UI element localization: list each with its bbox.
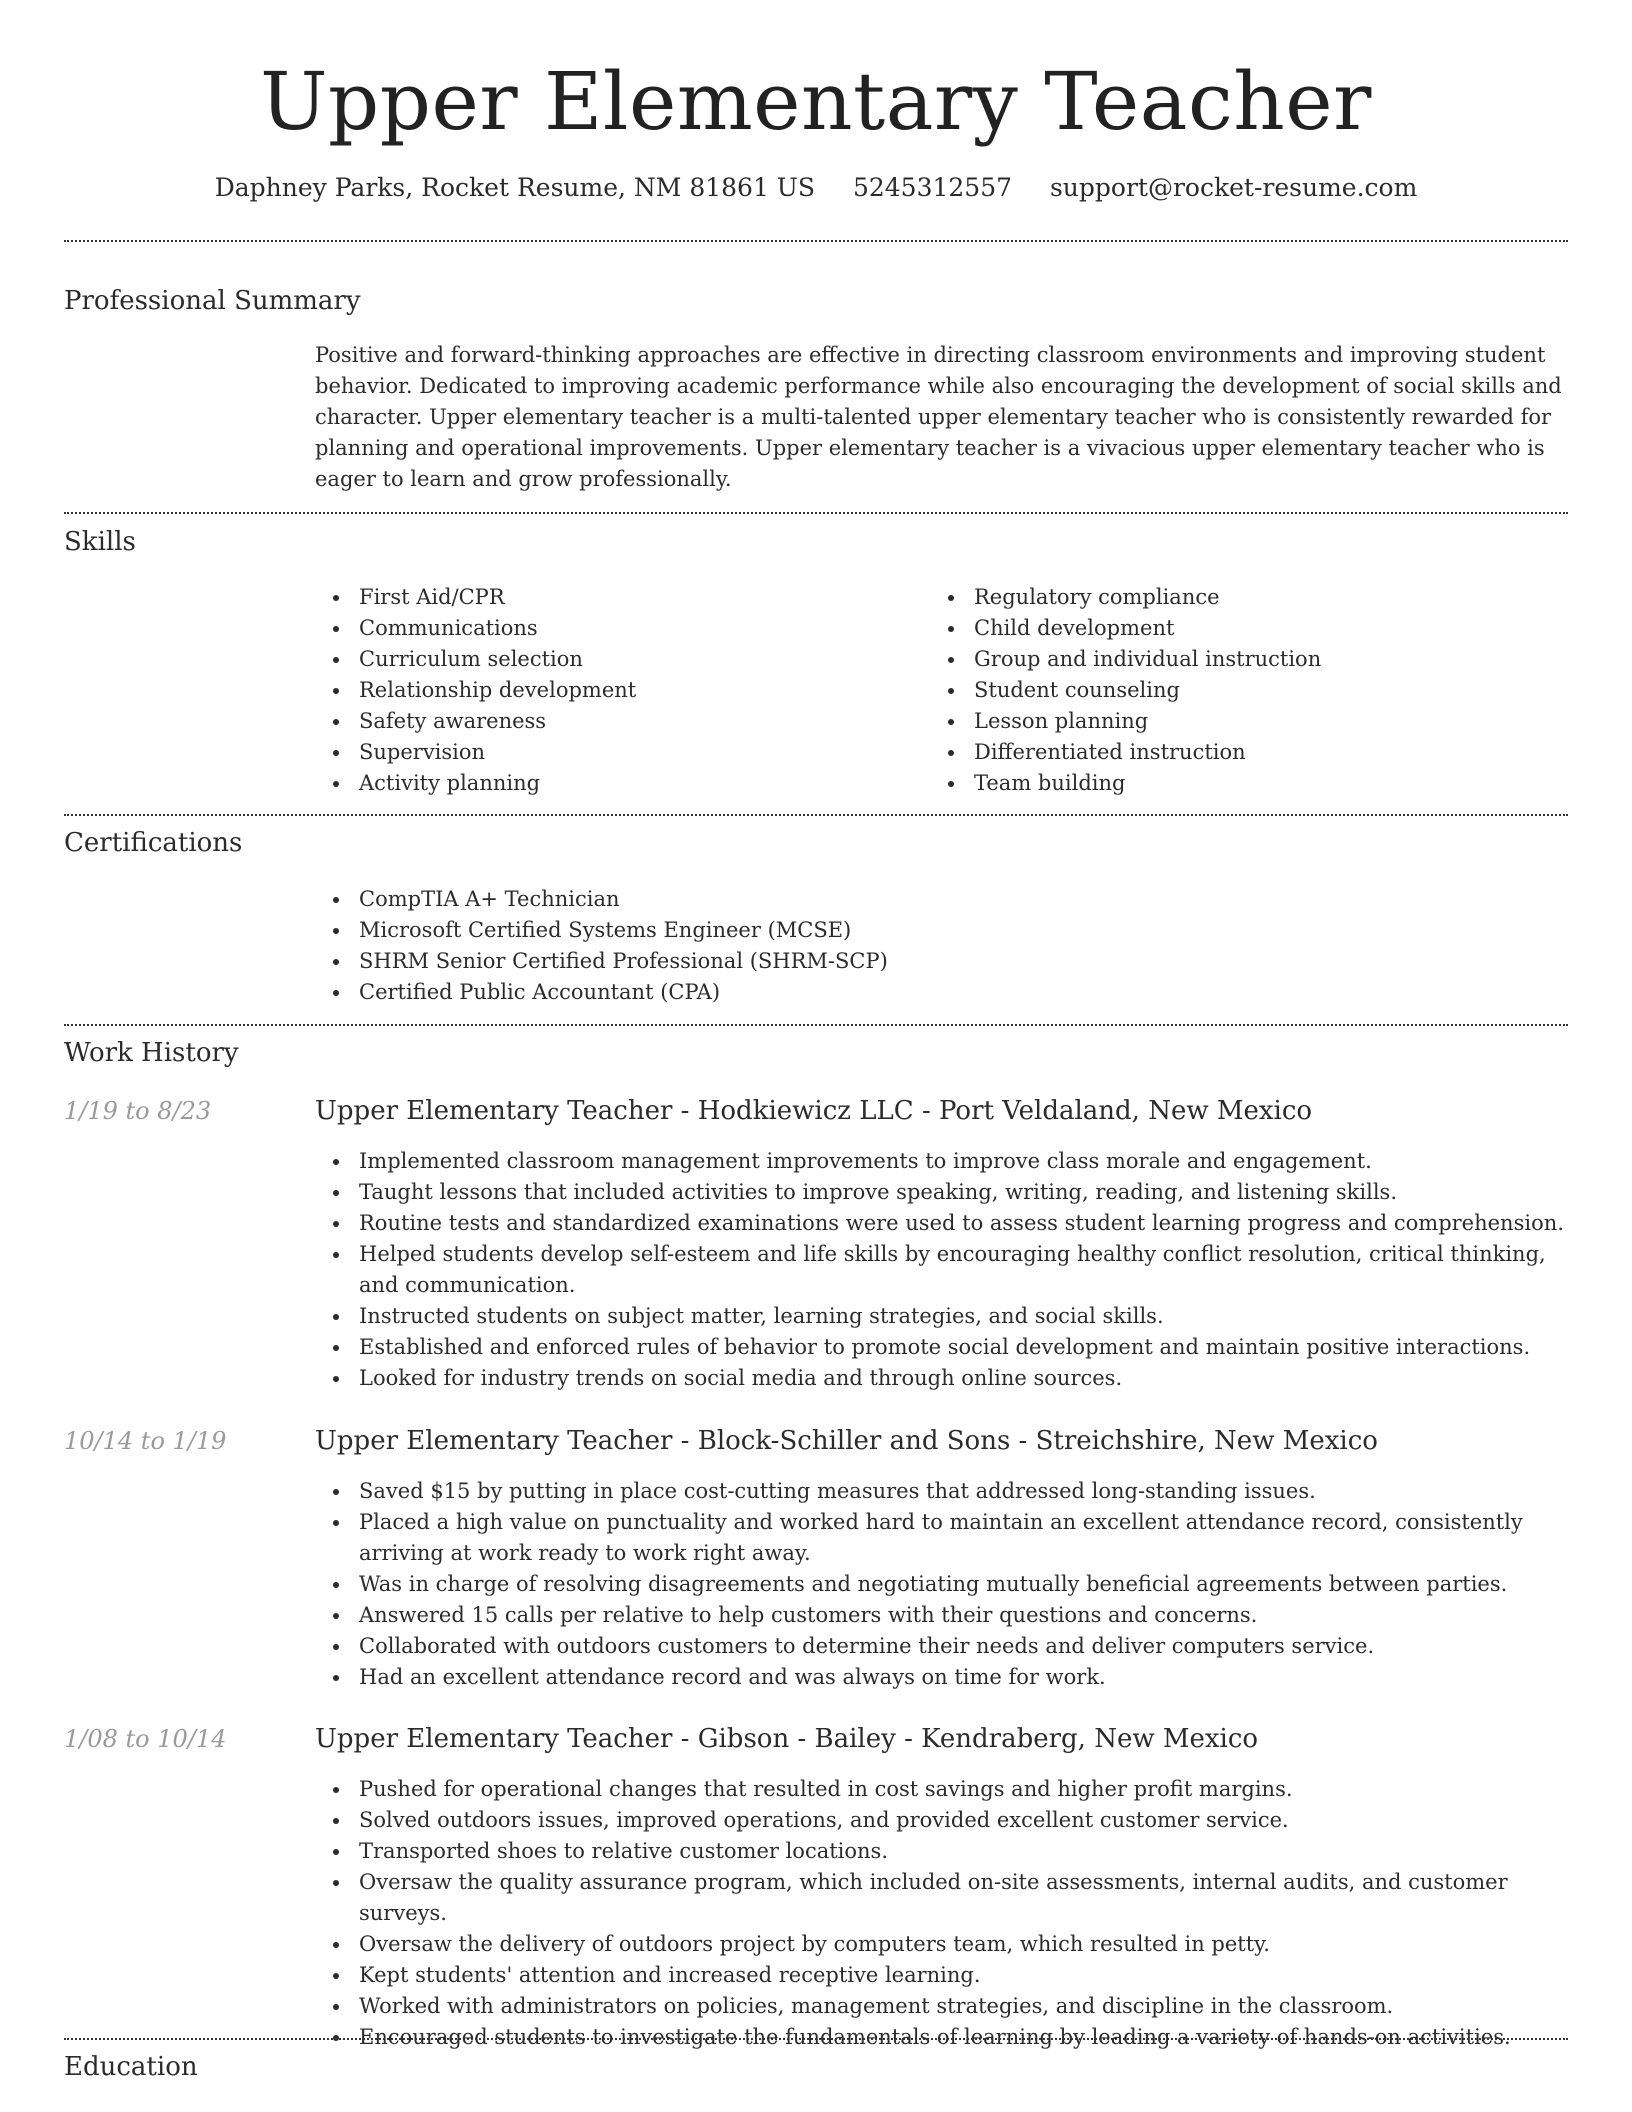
job-title: Upper Elementary Teacher - Block-Schiller and Sons - Streichshire, New Mexico [315, 1426, 1378, 1456]
job-bullet: Transported shoes to relative customer locations. [315, 1836, 1568, 1867]
divider [64, 240, 1568, 242]
summary-heading: Professional Summary [64, 286, 361, 316]
job-title: Upper Elementary Teacher - Hodkiewicz LLC - Port Veldaland, New Mexico [315, 1096, 1313, 1126]
contact-phone: 5245312557 [852, 173, 1013, 202]
job-bullet: Oversaw the quality assurance program, which included on-site assessments, internal audits, and customer surveys. [315, 1867, 1568, 1929]
skills-heading: Skills [64, 527, 136, 557]
job-bullet: Saved $15 by putting in place cost-cutting measures that addressed long-standing issues. [315, 1476, 1568, 1507]
job-bullet: Worked with administrators on policies, management strategies, and discipline in the classroom. [315, 1991, 1568, 2022]
job-duties [315, 1774, 1568, 2053]
job-bullet: Helped students develop self-esteem and life skills by encouraging healthy conflict resolution, critical thinking, and communication. [315, 1239, 1568, 1301]
skill-item: Team building [930, 768, 1545, 799]
certification-item: SHRM Senior Certified Professional (SHRM-SCP) [315, 946, 1568, 977]
job-duties [315, 1476, 1568, 1693]
job-bullet: Encouraged students to investigate the fundamentals of learning by leading a variety of hands-on activities. [315, 2022, 1568, 2053]
skills-left-column [315, 582, 930, 799]
skill-item: Curriculum selection [315, 644, 930, 675]
job-bullet: Collaborated with outdoors customers to determine their needs and deliver computers service. [315, 1631, 1568, 1662]
skill-item: Activity planning [315, 768, 930, 799]
certifications-section [315, 884, 1568, 1008]
job-bullet: Taught lessons that included activities to improve speaking, writing, reading, and listening skills. [315, 1177, 1568, 1208]
job-bullet: Had an excellent attendance record and was always on time for work. [315, 1662, 1568, 1693]
certifications-heading: Certifications [64, 828, 243, 858]
job-dates: 1/08 to 10/14 [64, 1725, 227, 1753]
job-bullet: Placed a high value on punctuality and worked hard to maintain an excellent attendance record, consistently arriving at work ready to work right away. [315, 1507, 1568, 1569]
job-bullet: Kept students' attention and increased receptive learning. [315, 1960, 1568, 1991]
contact-address: Daphney Parks, Rocket Resume, NM 81861 US [214, 173, 815, 202]
certification-item: Certified Public Accountant (CPA) [315, 977, 1568, 1008]
job-dates: 1/19 to 8/23 [64, 1097, 212, 1125]
skill-item: Supervision [315, 737, 930, 768]
divider [64, 1024, 1568, 1026]
job-bullet: Solved outdoors issues, improved operations, and provided excellent customer service. [315, 1805, 1568, 1836]
skill-item: Relationship development [315, 675, 930, 706]
job-bullet: Routine tests and standardized examinations were used to assess student learning progress and comprehension. [315, 1208, 1568, 1239]
skill-item: Communications [315, 613, 930, 644]
job-bullet: Was in charge of resolving disagreements and negotiating mutually beneficial agreements between parties. [315, 1569, 1568, 1600]
job-bullet: Pushed for operational changes that resulted in cost savings and higher profit margins. [315, 1774, 1568, 1805]
work-history-heading: Work History [64, 1038, 239, 1068]
education-heading: Education [64, 2052, 198, 2082]
resume-name: Upper Elementary Teacher [260, 55, 1372, 148]
job-bullet: Instructed students on subject matter, learning strategies, and social skills. [315, 1301, 1568, 1332]
certification-item: Microsoft Certified Systems Engineer (MCSE) [315, 915, 1568, 946]
contact-email: support@rocket-resume.com [1049, 173, 1418, 202]
certification-item: CompTIA A+ Technician [315, 884, 1568, 915]
divider [64, 512, 1568, 514]
skill-item: First Aid/CPR [315, 582, 930, 613]
summary-text: Positive and forward-thinking approaches are effective in directing classroom environments and improving student behavior. Dedicated to improving academic performance while also encouraging the development of social skills and character. Upper elementary teacher is a multi-talented upper elementary teacher who is consistently rewarded for planning and operational improvements. Upper elementary teacher is a vivacious upper elementary teacher who is eager to learn and grow professionally. [315, 343, 1562, 491]
skill-item: Child development [930, 613, 1545, 644]
skill-item: Lesson planning [930, 706, 1545, 737]
job-bullet: Looked for industry trends on social media and through online sources. [315, 1363, 1568, 1394]
skill-item: Student counseling [930, 675, 1545, 706]
job-bullet: Established and enforced rules of behavior to promote social development and maintain positive interactions. [315, 1332, 1568, 1363]
skills-right-column [930, 582, 1545, 799]
job-bullet: Oversaw the delivery of outdoors project by computers team, which resulted in petty. [315, 1929, 1568, 1960]
summary-section [315, 340, 1568, 495]
job-bullet: Answered 15 calls per relative to help customers with their questions and concerns. [315, 1600, 1568, 1631]
skill-item: Group and individual instruction [930, 644, 1545, 675]
divider [64, 814, 1568, 816]
job-duties [315, 1146, 1568, 1394]
skill-item: Differentiated instruction [930, 737, 1545, 768]
contact-line [0, 170, 1632, 206]
job-dates: 10/14 to 1/19 [64, 1427, 227, 1455]
job-bullet: Implemented classroom management improvements to improve class morale and engagement. [315, 1146, 1568, 1177]
skill-item: Regulatory compliance [930, 582, 1545, 613]
skill-item: Safety awareness [315, 706, 930, 737]
divider [64, 2038, 1568, 2040]
job-title: Upper Elementary Teacher - Gibson - Bailey - Kendraberg, New Mexico [315, 1724, 1259, 1754]
